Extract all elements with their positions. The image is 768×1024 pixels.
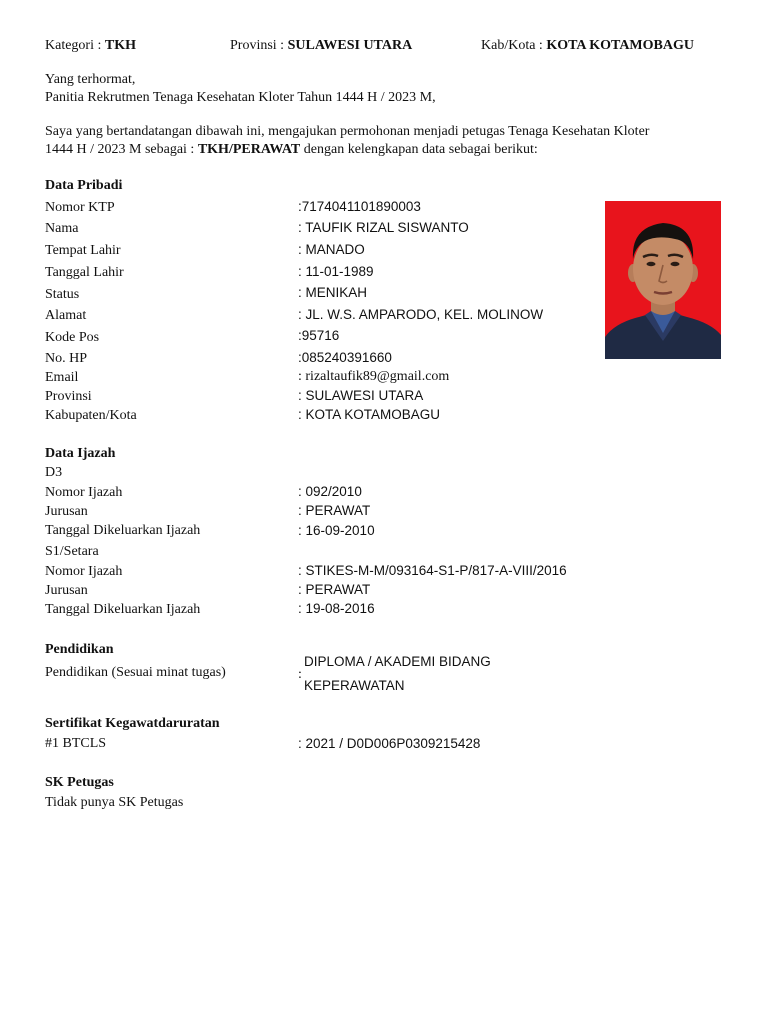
section-title-ijazah: Data Ijazah [45, 446, 116, 461]
field-label: Provinsi [45, 389, 92, 404]
field-value [298, 350, 392, 366]
field-separator: : [298, 369, 306, 384]
field-value [298, 563, 567, 579]
field-value [298, 582, 370, 598]
section-title-pendidikan: Pendidikan [45, 642, 114, 657]
kategori-label: Kategori : [45, 38, 105, 53]
field-row [45, 243, 121, 259]
field-separator: : [298, 736, 306, 751]
s1-tanggal-value: 19-08-2016 [305, 601, 375, 616]
hp-value: 085240391660 [301, 350, 392, 365]
section-title-sertifikat: Sertifikat Kegawatdaruratan [45, 716, 220, 731]
field-separator: : [298, 582, 306, 597]
kabkota-field-value: KOTA KOTAMOBAGU [305, 407, 441, 422]
field-value [298, 736, 480, 752]
nama-value: TAUFIK RIZAL SISWANTO [305, 220, 469, 235]
field-value [298, 407, 440, 423]
section-title-pribadi: Data Pribadi [45, 178, 123, 193]
field-value [298, 601, 375, 617]
ktp-value: 7174041101890003 [301, 199, 421, 214]
field-row [45, 564, 122, 580]
provinsi-field-value: SULAWESI UTARA [305, 388, 424, 403]
field-label: Tanggal Dikeluarkan Ijazah [45, 523, 201, 538]
field-row [45, 265, 124, 281]
pendidikan-label: Pendidikan (Sesuai minat tugas) [45, 665, 226, 680]
field-value [298, 242, 365, 258]
field-label: Nama [45, 221, 79, 236]
tanggal-lahir-value: 11-01-1989 [305, 264, 374, 279]
field-row [45, 221, 78, 237]
recipient: Panitia Rekrutmen Tenaga Kesehatan Kloter Tahun 1444 H / 2023 M, [45, 90, 436, 105]
field-row [45, 308, 86, 324]
field-separator: : [298, 601, 306, 616]
field-label: Nomor Ijazah [45, 564, 123, 579]
field-label: Tanggal Dikeluarkan Ijazah [45, 602, 201, 617]
alamat-value: JL. W.S. AMPARODO, KEL. MOLINOW [305, 307, 544, 322]
sk-text: Tidak punya SK Petugas [45, 795, 184, 810]
field-value [298, 369, 449, 385]
field-separator: : [298, 523, 306, 538]
intro-line-1: Saya yang bertandatangan dibawah ini, mengajukan permohonan menjadi petugas Tenaga Kesehatan Kloter [45, 124, 650, 139]
portrait-illustration [605, 201, 721, 359]
sertifikat-label: #1 BTCLS [45, 736, 107, 751]
field-row [45, 330, 99, 346]
field-row [45, 523, 200, 539]
section-title-sk: SK Petugas [45, 775, 114, 790]
field-label: Nomor Ijazah [45, 485, 123, 500]
field-label: Kode Pos [45, 330, 100, 345]
field-separator: : [298, 220, 306, 235]
d3-tanggal-value: 16-09-2010 [305, 523, 375, 538]
s1-nomor-value: STIKES-M-M/093164-S1-P/817-A-VIII/2016 [305, 563, 567, 578]
field-value [298, 285, 367, 301]
field-value [298, 503, 370, 519]
field-label: Tempat Lahir [45, 243, 121, 258]
field-value [298, 523, 375, 539]
field-label: Status [45, 287, 80, 302]
header-provinsi [230, 38, 412, 54]
pendidikan-value-line-2: KEPERAWATAN [304, 678, 405, 693]
ijazah-s1-label: S1/Setara [45, 544, 99, 559]
field-value [298, 484, 362, 500]
tempat-lahir-value: MANADO [305, 242, 365, 257]
field-separator: : [298, 242, 306, 257]
field-separator: : [298, 328, 302, 343]
provinsi-value: SULAWESI UTARA [287, 38, 413, 53]
field-value [298, 388, 423, 404]
intro-role: TKH/PERAWAT [197, 142, 301, 157]
field-value [298, 199, 421, 215]
header-kategori [45, 38, 136, 54]
kategori-value: TKH [104, 38, 136, 53]
field-value [298, 307, 543, 323]
field-row [45, 200, 115, 216]
field-row [45, 583, 88, 599]
status-value: MENIKAH [305, 285, 368, 300]
field-label: Alamat [45, 308, 87, 323]
field-value [298, 220, 469, 236]
intro-line-2 [45, 142, 538, 158]
field-row [45, 351, 87, 367]
intro-text-a: 1444 H / 2023 M sebagai : [45, 142, 198, 157]
field-row [45, 485, 122, 501]
field-label: No. HP [45, 351, 88, 366]
field-separator: : [298, 407, 306, 422]
kabkota-value: KOTA KOTAMOBAGU [546, 38, 694, 53]
field-label: Email [45, 370, 79, 385]
field-separator: : [298, 388, 306, 403]
field-row [45, 504, 88, 520]
field-separator: : [298, 307, 306, 322]
field-separator: : [298, 350, 302, 365]
d3-jurusan-value: PERAWAT [305, 503, 371, 518]
field-separator: : [298, 484, 306, 499]
header-kabkota [481, 38, 694, 54]
email-value: rizaltaufik89@gmail.com [305, 369, 450, 384]
pendidikan-value-line-1: DIPLOMA / AKADEMI BIDANG [304, 654, 491, 669]
field-row [45, 287, 79, 303]
pendidikan-separator: : [298, 667, 302, 682]
intro-text-c: dengan kelengkapan data sebagai berikut: [300, 142, 538, 157]
field-label: Nomor KTP [45, 200, 115, 215]
kode-pos-value: 95716 [301, 328, 340, 343]
field-row [45, 370, 78, 386]
field-value [298, 328, 339, 344]
field-value [298, 264, 374, 280]
field-row [45, 408, 137, 424]
field-separator: : [298, 199, 302, 214]
s1-jurusan-value: PERAWAT [305, 582, 371, 597]
field-label: Kabupaten/Kota [45, 408, 137, 423]
field-separator: : [298, 563, 306, 578]
greeting: Yang terhormat, [45, 72, 136, 87]
field-separator: : [298, 285, 306, 300]
field-label: Tanggal Lahir [45, 265, 124, 280]
field-label: Jurusan [45, 504, 88, 519]
applicant-photo [605, 201, 721, 359]
provinsi-label: Provinsi : [230, 38, 288, 53]
field-row [45, 602, 200, 618]
field-separator: : [298, 503, 306, 518]
field-row [45, 389, 92, 405]
ijazah-d3-label: D3 [45, 465, 63, 480]
d3-nomor-value: 092/2010 [305, 484, 362, 499]
field-label: Jurusan [45, 583, 88, 598]
kabkota-label: Kab/Kota : [481, 38, 547, 53]
field-separator: : [298, 264, 306, 279]
sertifikat-value: 2021 / D0D006P0309215428 [305, 736, 481, 751]
